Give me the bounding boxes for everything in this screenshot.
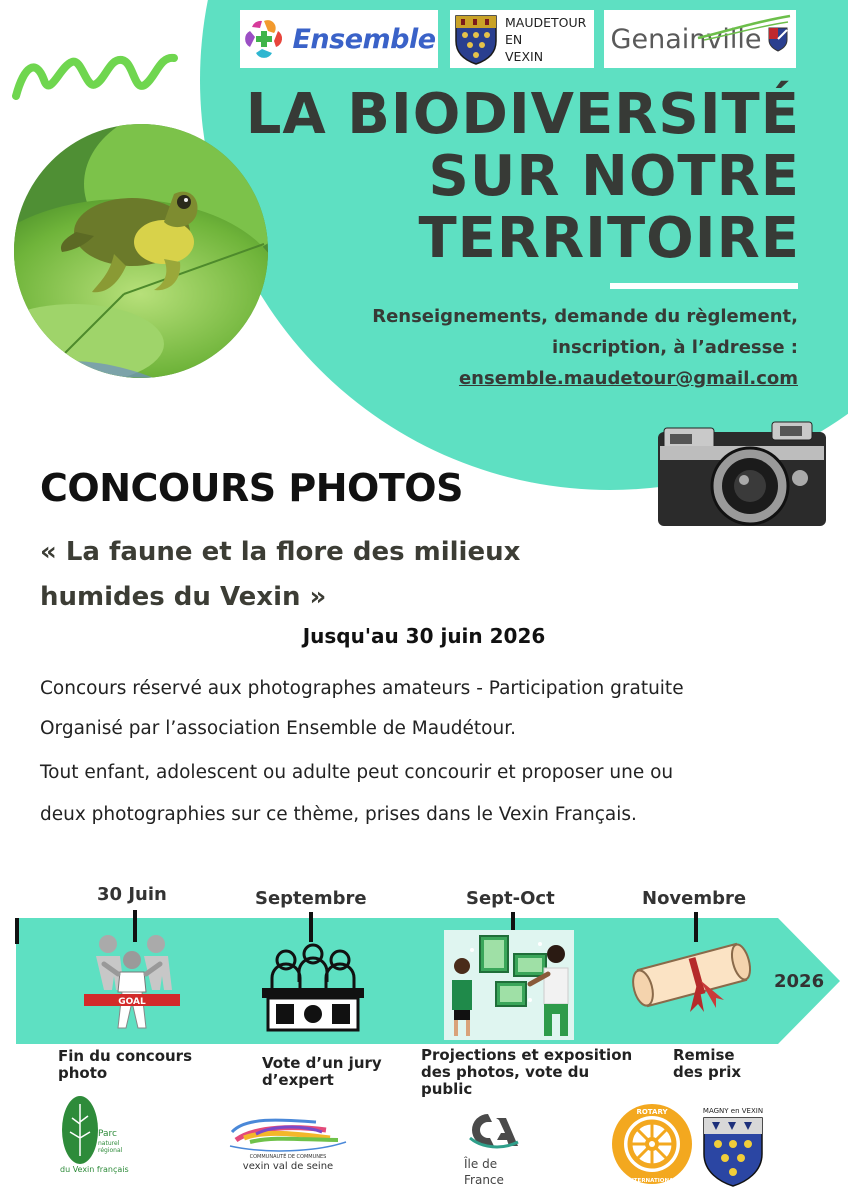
rotary-logo xyxy=(610,1102,694,1186)
race-finish-icon xyxy=(82,930,182,1034)
maudetour-logo xyxy=(450,10,594,68)
paragraph-1: Concours réservé aux photographes amateurs - Participation gratuite xyxy=(40,678,684,699)
desc-3-line-2: des photos, vote du xyxy=(421,1063,590,1081)
page-title xyxy=(246,84,800,270)
ensemble-logo-text: Ensemble xyxy=(292,23,436,55)
ca-text-2: France xyxy=(464,1173,504,1187)
timeline-tick-2 xyxy=(309,912,313,942)
rotary-wheel-icon xyxy=(610,1102,694,1186)
timeline-date-3: Sept-Oct xyxy=(466,888,555,909)
paragraph-3: Tout enfant, adolescent ou adulte peut concourir et proposer une ou xyxy=(40,762,674,783)
contact-info xyxy=(372,301,798,394)
camera-icon xyxy=(654,418,830,530)
diploma-icon xyxy=(632,940,762,1016)
desc-3-line-1: Projections et exposition xyxy=(421,1046,633,1064)
title-line-2: SUR NOTRE xyxy=(428,144,800,209)
frog-photo xyxy=(14,124,268,378)
ensemble-logo xyxy=(240,10,438,68)
rotary-text-1: ROTARY xyxy=(636,1108,668,1116)
credit-agricole-logo xyxy=(462,1108,520,1190)
contest-subtitle xyxy=(40,530,640,620)
desc-4-line-2: des prix xyxy=(673,1063,742,1081)
desc-2-line-1: Vote d’un jury xyxy=(262,1054,382,1072)
credit-agricole-icon xyxy=(462,1108,520,1190)
timeline-date-4: Novembre xyxy=(642,888,747,909)
contest-deadline: Jusqu'au 30 juin 2026 xyxy=(302,624,546,648)
ensemble-people-icon xyxy=(242,17,286,61)
timeline-year: 2026 xyxy=(774,971,825,992)
timeline-tick-4 xyxy=(694,912,698,942)
vvs-ribbons-icon xyxy=(226,1112,350,1172)
timeline-desc-2 xyxy=(262,1055,382,1089)
subtitle-line-1: « La faune et la flore des milieux xyxy=(40,537,521,567)
title-line-3: TERRITOIRE xyxy=(418,206,800,271)
timeline-desc-1 xyxy=(58,1048,192,1082)
magny-shield-icon xyxy=(700,1104,766,1188)
desc-1-line-1: Fin du concours xyxy=(58,1047,193,1065)
vvs-text-2: vexin val de seine xyxy=(242,1161,334,1172)
pnr-text-2: naturel xyxy=(98,1140,120,1147)
pnr-leaf-icon xyxy=(60,1092,130,1176)
pnr-vexin-logo xyxy=(60,1092,130,1176)
desc-4-line-1: Remise xyxy=(673,1046,735,1064)
title-underline xyxy=(610,283,798,289)
maudetour-line-1: MAUDETOUR xyxy=(505,14,587,30)
desc-3-line-3: public xyxy=(421,1080,473,1098)
pnr-text-1: Parc xyxy=(98,1129,117,1139)
genainville-swoosh-icon xyxy=(694,12,794,42)
pnr-text-4: du Vexin français xyxy=(60,1165,129,1174)
timeline-desc-4 xyxy=(673,1047,741,1081)
magny-en-vexin-logo xyxy=(700,1104,766,1188)
maudetour-line-3: VEXIN xyxy=(505,48,544,64)
contest-title: CONCOURS PHOTOS xyxy=(40,466,463,510)
title-line-1: LA BIODIVERSITÉ xyxy=(245,82,800,147)
exhibition-icon xyxy=(444,930,574,1040)
jury-icon xyxy=(258,940,368,1032)
pnr-text-3: régional xyxy=(98,1147,123,1154)
timeline-desc-3 xyxy=(421,1047,641,1098)
info-line-2: inscription, à l’adresse : xyxy=(552,337,798,358)
rotary-text-2: INTERNATIONAL xyxy=(627,1178,677,1184)
timeline-date-2: Septembre xyxy=(255,888,367,909)
goal-text: GOAL xyxy=(118,997,146,1007)
maudetour-line-2: EN xyxy=(505,31,523,47)
squiggle-decoration xyxy=(10,44,180,108)
vvs-text-1: COMMUNAUTÉ DE COMMUNES xyxy=(249,1154,327,1160)
genainville-logo-text: Genainville xyxy=(610,23,762,55)
maudetour-coat-of-arms-icon xyxy=(453,13,499,65)
desc-2-line-2: d’expert xyxy=(262,1071,334,1089)
subtitle-line-2: humides du Vexin » xyxy=(40,582,327,612)
vexin-val-de-seine-logo xyxy=(226,1112,350,1172)
info-line-1: Renseignements, demande du règlement, xyxy=(372,306,798,327)
timeline-date-1: 30 Juin xyxy=(97,884,167,905)
email-link[interactable]: ensemble.maudetour@gmail.com xyxy=(458,368,798,389)
desc-1-line-2: photo xyxy=(58,1064,108,1082)
paragraph-2: Organisé par l’association Ensemble de Maudétour. xyxy=(40,718,517,739)
maudetour-logo-text xyxy=(505,14,586,65)
magny-text: MAGNY en VEXIN xyxy=(702,1107,764,1115)
genainville-logo xyxy=(604,10,796,68)
paragraph-4: deux photographies sur ce thème, prises dans le Vexin Français. xyxy=(40,804,637,825)
ca-text-1: Île de xyxy=(464,1157,498,1171)
